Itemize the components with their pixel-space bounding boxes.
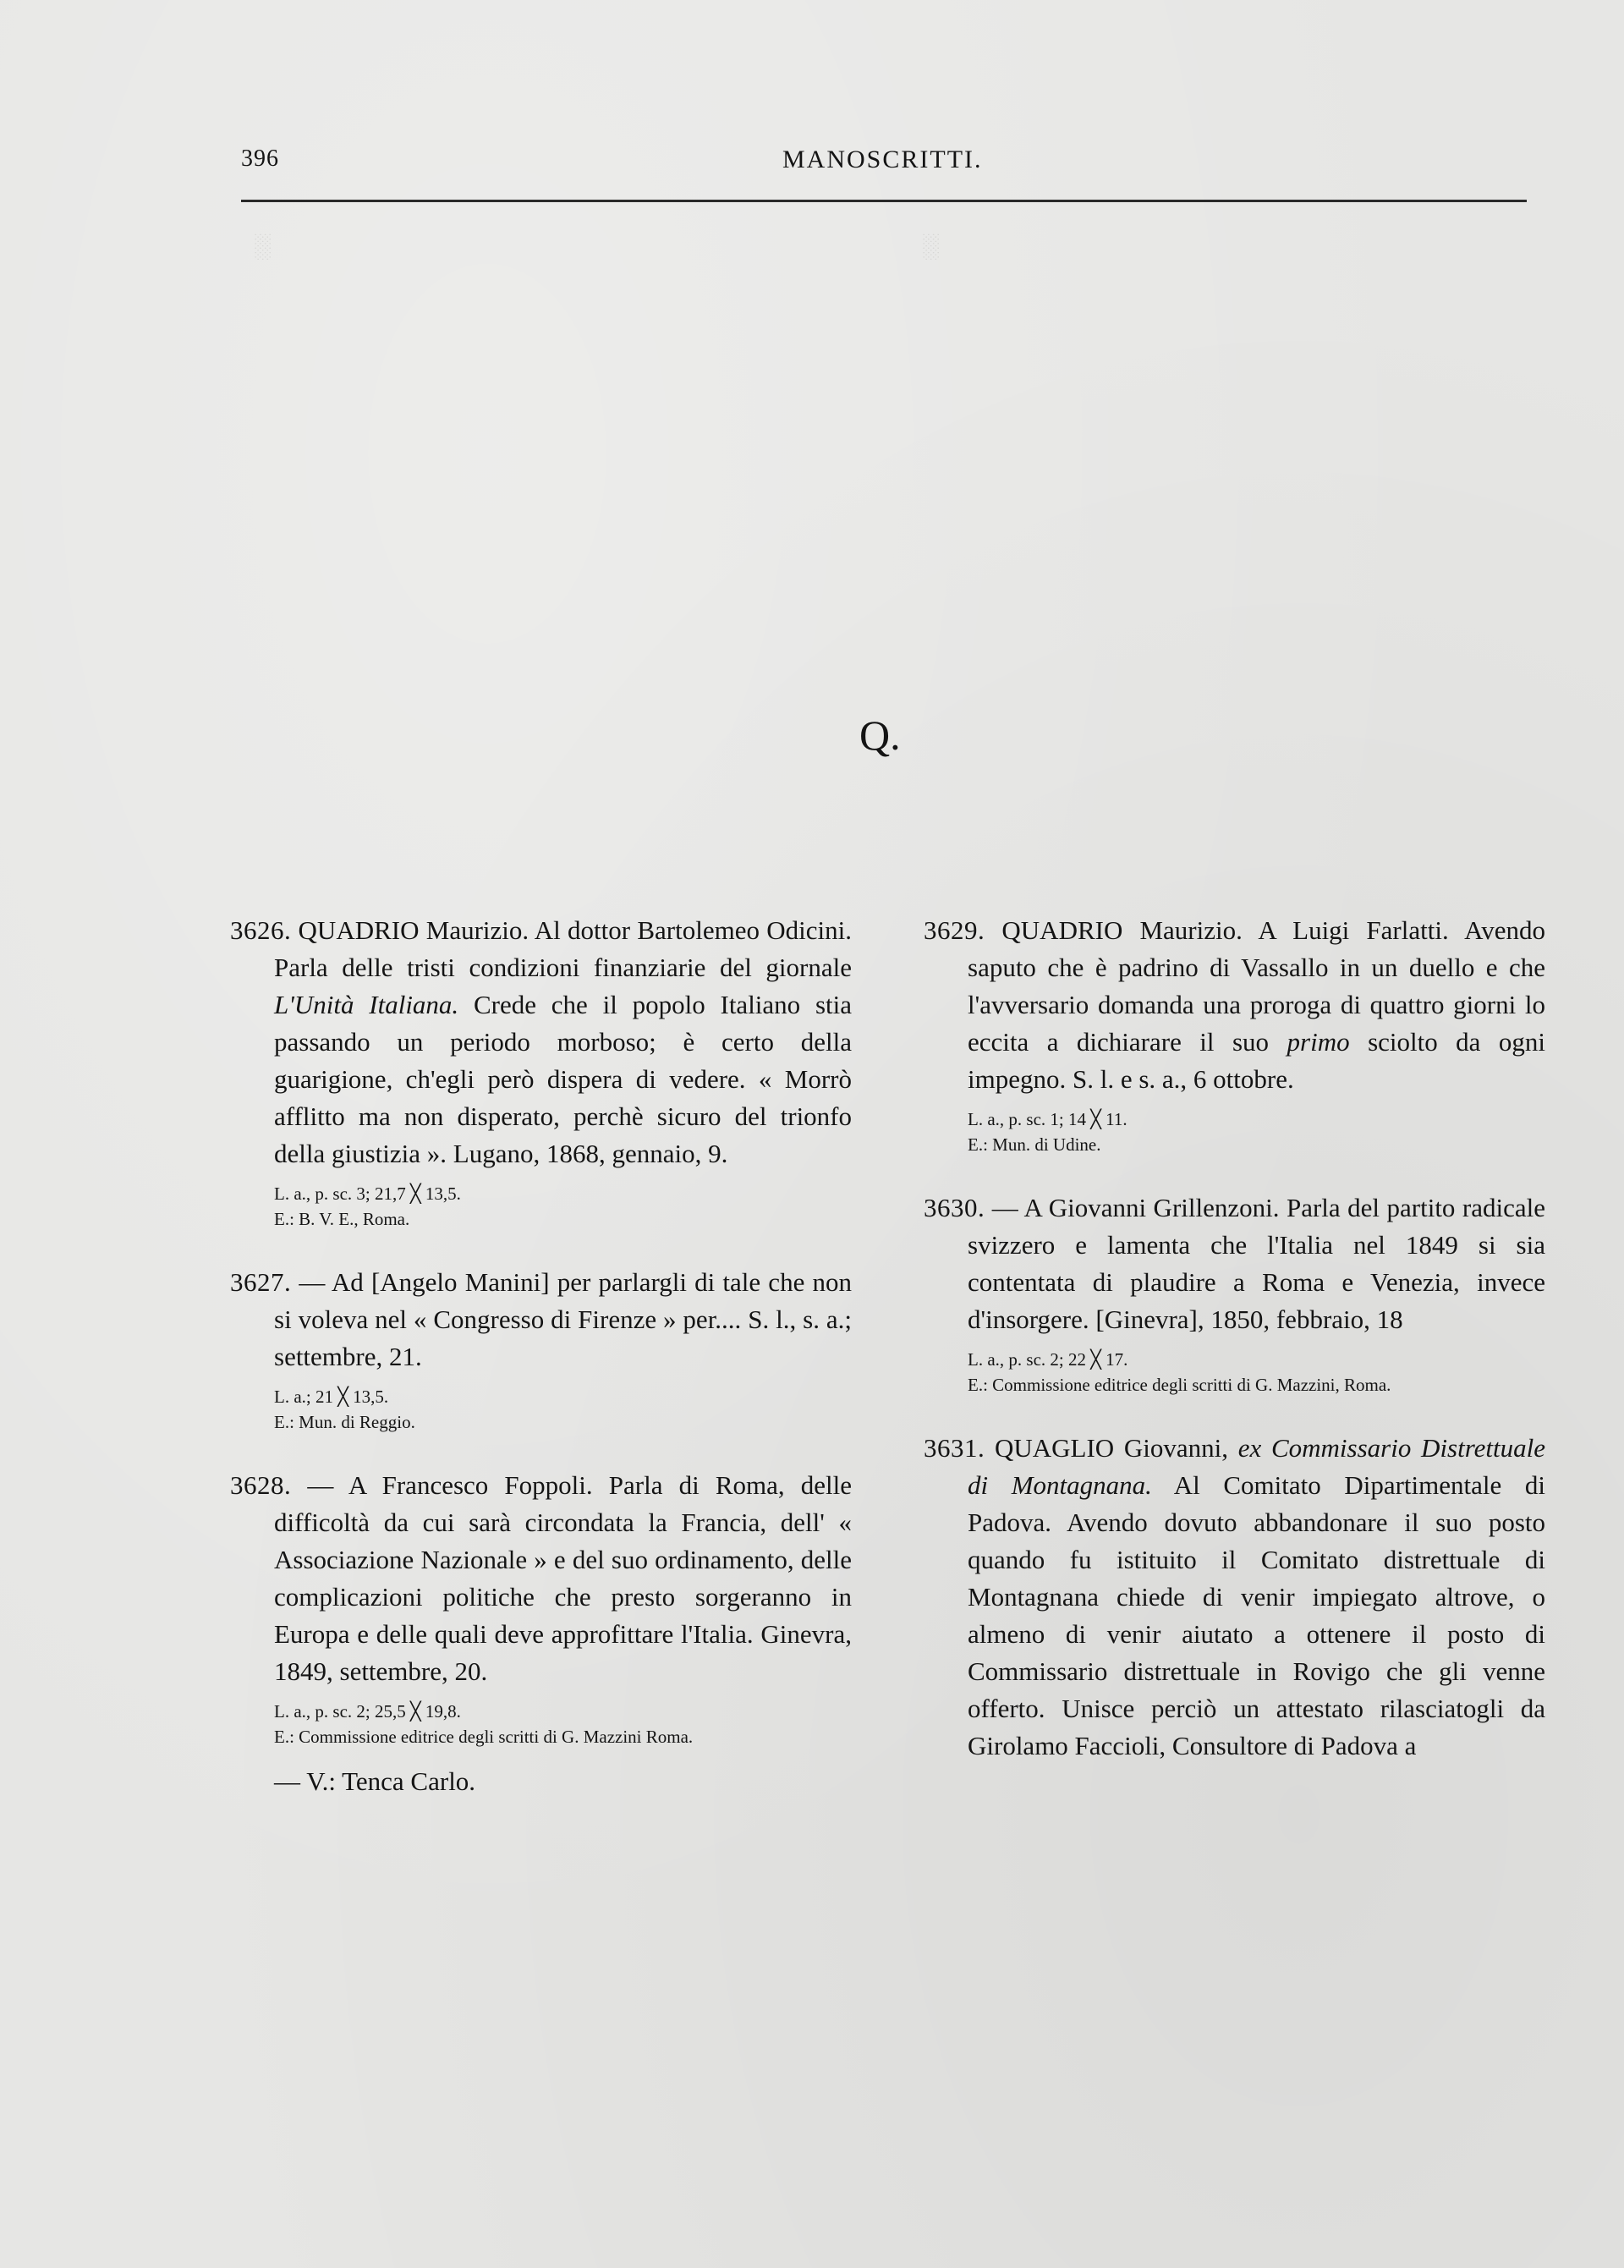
section-letter: Q.	[859, 711, 901, 759]
entry-3626	[230, 912, 852, 1232]
meta-description: L. a., p. sc. 1; 14 ╳ 11.	[968, 1109, 1127, 1129]
entry-number: 3626.	[230, 915, 292, 945]
page-header	[241, 146, 1527, 188]
entry-number: 3627.	[230, 1267, 292, 1297]
entry-text	[230, 1467, 852, 1690]
show-through-left: ░	[254, 233, 271, 260]
entry-meta	[924, 1107, 1545, 1157]
entry-3629	[924, 912, 1545, 1157]
meta-owner: E.: Commissione editrice degli scritti di G. Mazzini, Roma.	[968, 1375, 1391, 1395]
entry-body-cont: sciolto da ogni impegno. S. l. e s. a., 6 ottobre.	[968, 1027, 1546, 1094]
entry-number: 3629.	[924, 915, 985, 945]
page-number: 396	[241, 146, 279, 172]
show-through-right: ░	[922, 233, 939, 260]
entry-body: A Luigi Farlatti. Avendo saputo che è padrino di Vassallo in un duello e che l'avversario domanda una proroga di quattro giorni lo eccita a dichiarare il suo	[968, 915, 1545, 1057]
entry-author: —	[307, 1470, 334, 1500]
entry-number: 3631.	[924, 1433, 985, 1463]
see-also-reference: — V.: Tenca Carlo.	[274, 1766, 476, 1796]
entry-text	[924, 912, 1545, 1098]
entry-body: A Giovanni Grillenzoni. Parla del partito radicale svizzero e lamenta che l'Italia nel 1849 si sia contentata di plaudire a Roma e Venezia, invece d'insorgere. [Ginevra], 1850, febbraio, 18	[968, 1193, 1546, 1334]
entry-body-cont: Crede che il popolo Italiano stia passando un periodo morboso; è certo della guarigione, ch'egli però dispera di vedere. « Morrò afflitto ma non disperato, perchè sicuro del trionfo della giustizia ». Lugano, 1868, gennaio, 9.	[274, 990, 853, 1168]
entry-author: QUADRIO Maurizio.	[1001, 915, 1243, 945]
entry-text	[230, 1264, 852, 1376]
entry-italic: L'Unità Italiana.	[274, 990, 459, 1019]
meta-owner: E.: B. V. E., Roma.	[274, 1209, 410, 1229]
entry-author: QUAGLIO Giovanni,	[994, 1433, 1229, 1463]
entry-3631	[924, 1430, 1545, 1765]
meta-description: L. a., p. sc. 2; 22 ╳ 17.	[968, 1349, 1128, 1370]
entry-meta	[924, 1347, 1545, 1398]
entry-author: —	[299, 1267, 326, 1297]
entry-italic: primo	[1287, 1027, 1350, 1057]
meta-description: L. a., p. sc. 3; 21,7 ╳ 13,5.	[274, 1183, 461, 1204]
entry-3628	[230, 1467, 852, 1800]
entry-text	[230, 912, 852, 1172]
entry-italic: ex Commissario Distrettuale di Montagnana.	[968, 1433, 1546, 1500]
right-column	[924, 912, 1545, 1797]
meta-owner: E.: Mun. di Udine.	[968, 1134, 1101, 1155]
entry-text	[924, 1189, 1545, 1338]
meta-owner: E.: Mun. di Reggio.	[274, 1412, 415, 1432]
meta-description: L. a.; 21 ╳ 13,5.	[274, 1387, 389, 1407]
entry-meta	[230, 1181, 852, 1232]
header-rule	[241, 200, 1527, 202]
meta-owner: E.: Commissione editrice degli scritti di G. Mazzini Roma.	[274, 1727, 694, 1747]
left-column	[230, 912, 852, 1832]
entry-author: —	[991, 1193, 1018, 1222]
entry-body: Ad [Angelo Manini] per parlargli di tale che non si voleva nel « Congresso di Firenze » per.... S. l., s. a.; settembre, 21.	[274, 1267, 852, 1371]
running-title: MANOSCRITTI.	[782, 146, 983, 173]
entry-meta	[230, 1384, 852, 1435]
entry-3630	[924, 1189, 1545, 1398]
entry-number: 3630.	[924, 1193, 985, 1222]
meta-description: L. a., p. sc. 2; 25,5 ╳ 19,8.	[274, 1701, 461, 1722]
entry-3627	[230, 1264, 852, 1435]
entry-text	[924, 1430, 1545, 1765]
entry-number: 3628.	[230, 1470, 292, 1500]
entry-body: Al dottor Bartolemeo Odicini. Parla delle tristi condizioni finanziarie del giornale	[274, 915, 852, 982]
entry-body-cont: Al Comitato Dipartimentale di Padova. Avendo dovuto abbandonare il suo posto quando fu istituito il Comitato distrettuale di Montagnana chiede di venir impiegato altrove, o almeno di venir aiutato a ottenere il posto di Commissario distrettuale in Rovigo che gli venne offerto. Unisce perciò un attestato rilasciatogli da Girolamo Faccioli, Consultore di Padova a	[968, 1470, 1545, 1760]
entry-meta	[230, 1699, 852, 1749]
entry-body: A Francesco Foppoli. Parla di Roma, delle difficoltà da cui sarà circondata la Francia, dell' « Associazione Nazionale » e del suo ordinamento, delle complicazioni politiche che presto sorgeranno in Europa e delle quali deve approfittare l'Italia. Ginevra, 1849, settembre, 20.	[274, 1470, 852, 1686]
entry-author: QUADRIO Maurizio.	[298, 915, 529, 945]
